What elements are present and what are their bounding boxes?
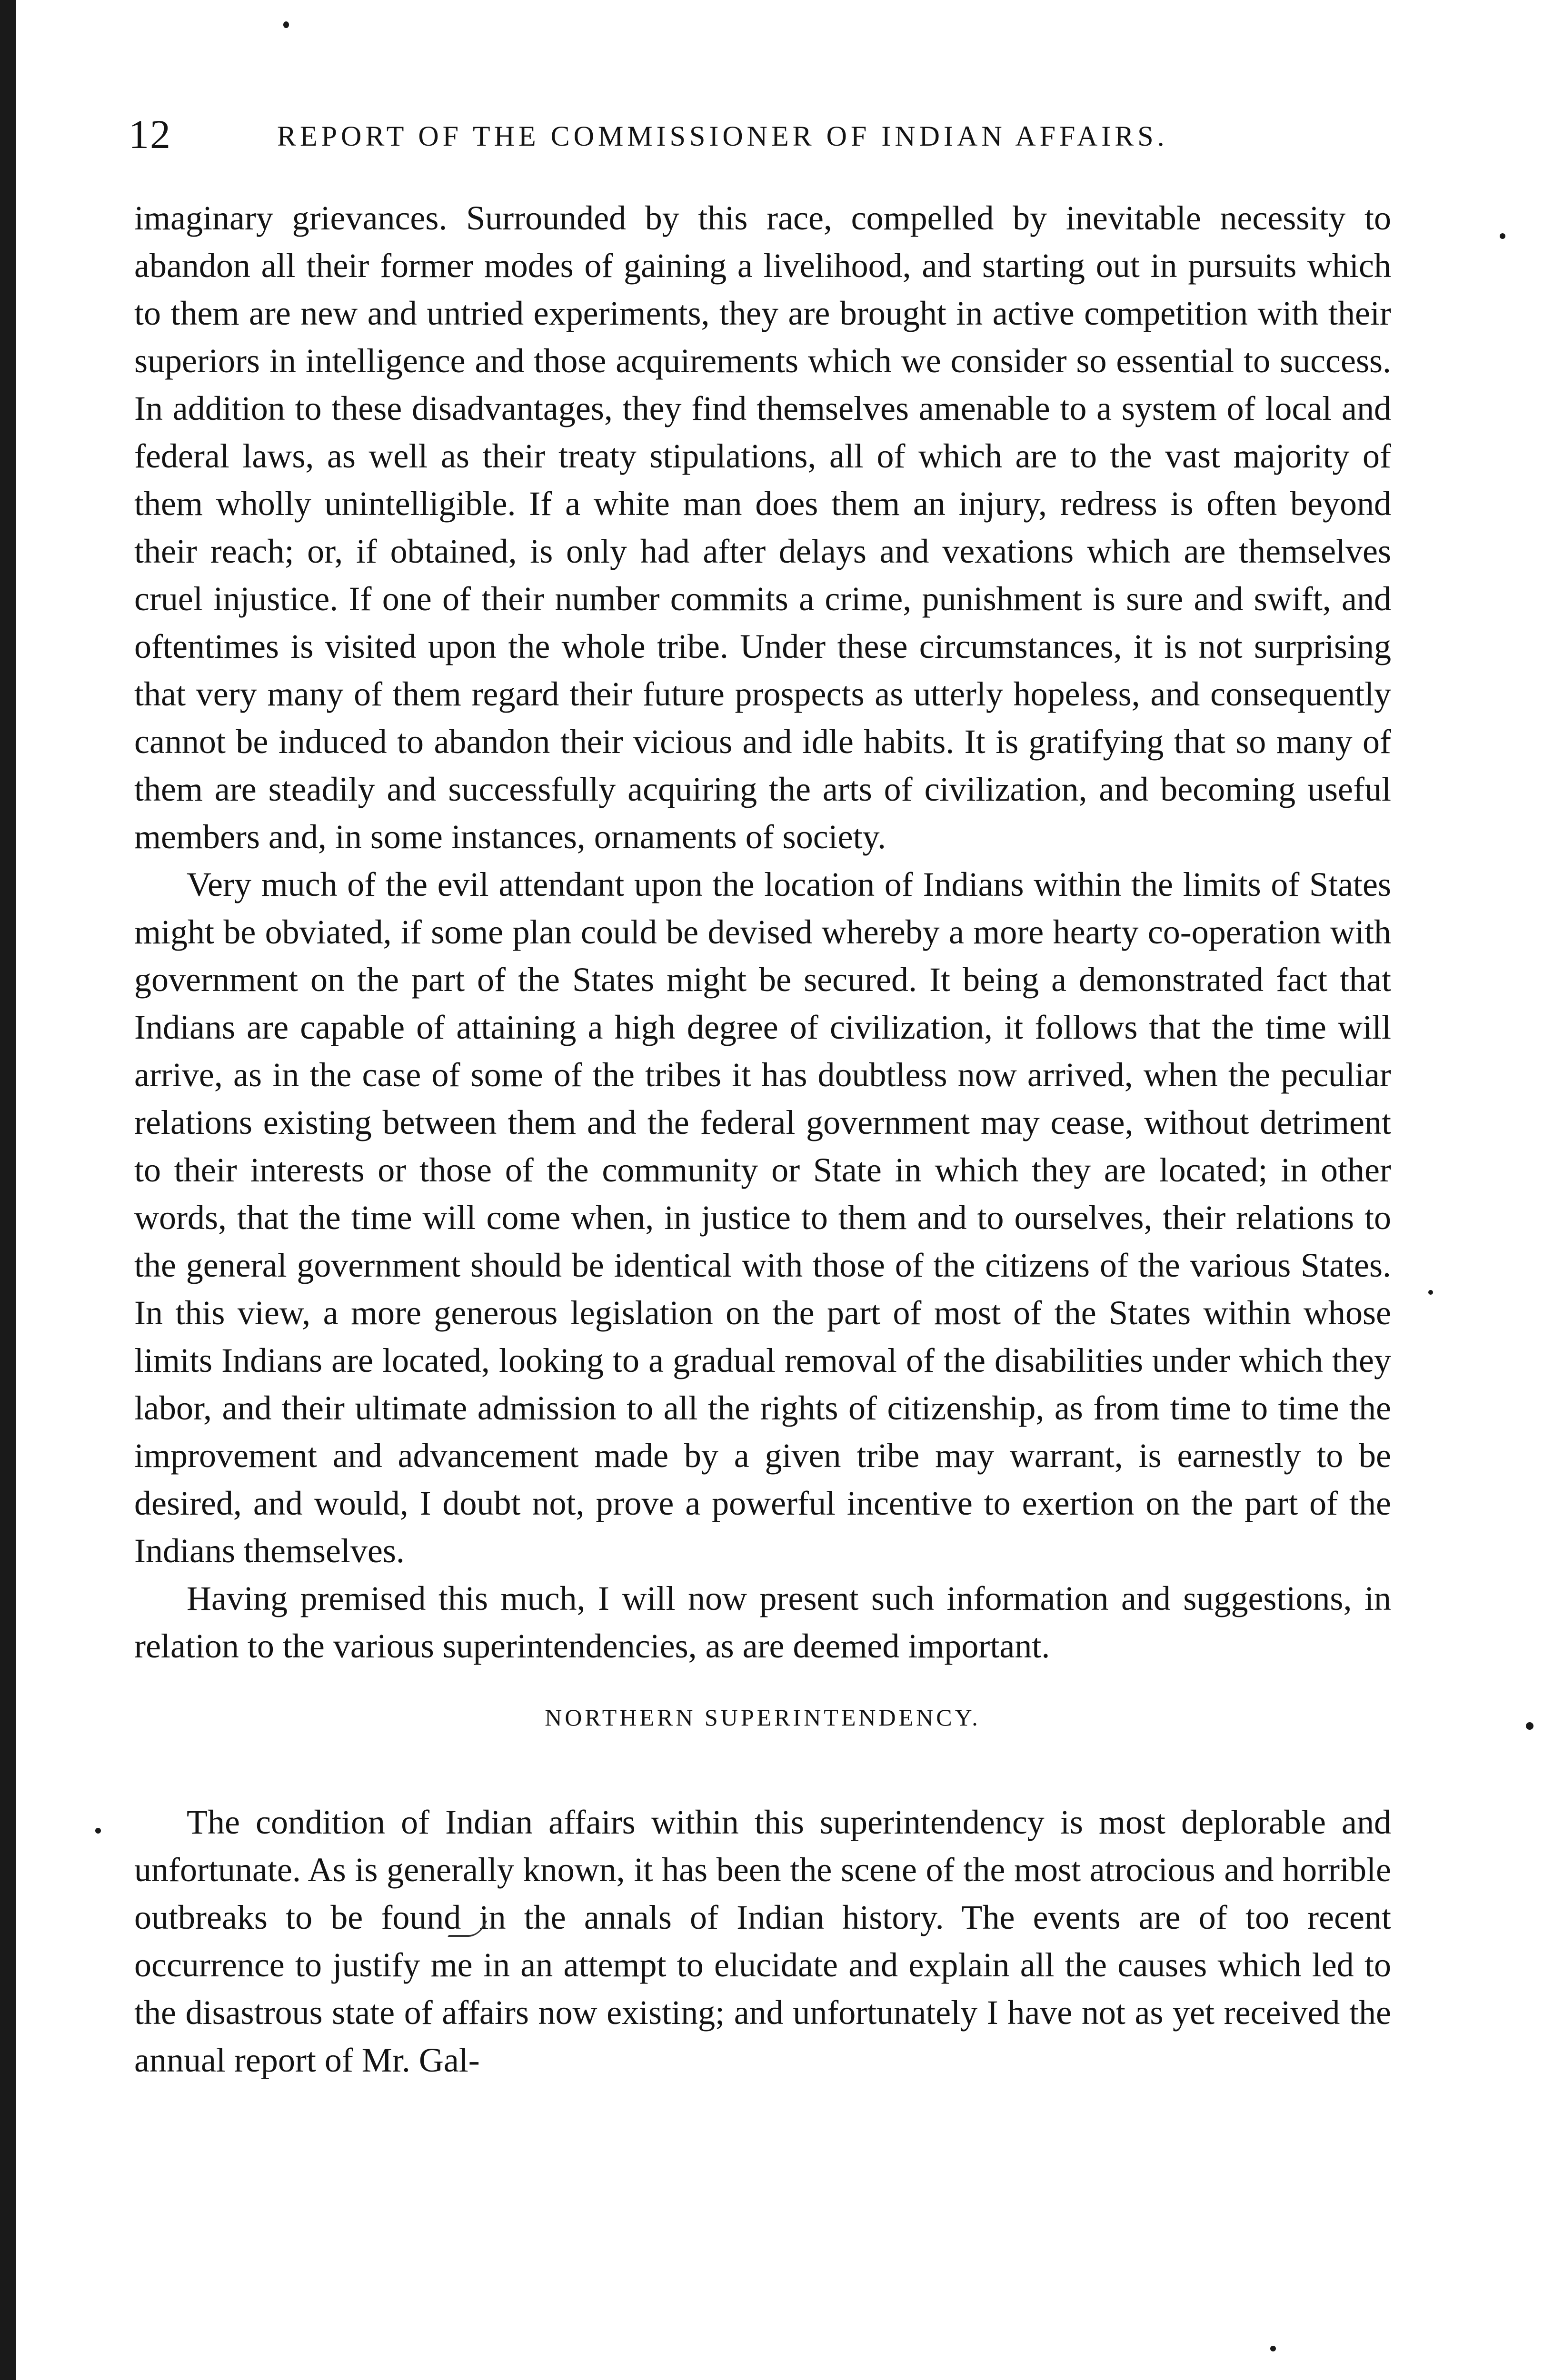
scan-speck [95, 1828, 101, 1834]
scan-speck [1428, 1290, 1433, 1295]
scan-speck [1270, 2346, 1276, 2351]
scan-speck [283, 21, 289, 28]
scan-speck [1500, 233, 1505, 239]
page-header [129, 110, 1424, 163]
body-text [134, 194, 1391, 2084]
section-heading: NORTHERN SUPERINTENDENCY. [545, 1704, 981, 1731]
paragraph: The condition of Indian affairs within this superintendency is most deplorable and unfortunate. As is generally known, it has been the scene of the most atrocious and horrible outbreaks to be found in the annals of Indian history. The events are of too recent occurrence to justify me in an attempt to elucidate and explain all the causes which led to the disastrous state of affairs now existing; and unfortunately I have not as yet received the annual report of Mr. Gal- [134, 1803, 1391, 2079]
paragraph: Having premised this much, I will now present such information and suggestions, in relation to the various superintendencies, as are deemed important. [134, 1579, 1391, 1665]
scan-speck [1526, 1722, 1533, 1730]
paragraph: Very much of the evil attendant upon the location of Indians within the limits of States might be obviated, if some plan could be devised whereby a more hearty co-operation with government on the part of the States might be secured. It being a demonstrated fact that Indians are capable of attaining a high degree of civilization, it follows that the time will arrive, as in the case of some of the tribes it has doubtless now arrived, when the peculiar relations existing between them and the federal government may cease, without detriment to their interests or those of the community or State in which they are located; in other words, that the time will come when, in justice to them and to ourselves, their relations to the general government should be identical with those of the citizens of the various States. In this view, a more generous legislation on the part of most of the States within whose limits Indians are located, looking to a gradual removal of the disabilities under which they labor, and their ultimate admission to all the rights of citizenship, as from time to time the improvement and advancement made by a given tribe may warrant, is earnestly to be desired, and would, I doubt not, prove a powerful incentive to exertion on the part of the Indians themselves. [134, 865, 1391, 1570]
page-number: 12 [129, 111, 171, 157]
paragraph: imaginary grievances. Surrounded by this race, compelled by inevitable necessity to abandon all their former modes of gaining a livelihood, and starting out in pursuits which to them are new and untried experiments, they are brought in active competition with their superiors in intelligence and those acquirements which we consider so essential to success. In addition to these disadvantages, they find themselves amenable to a system of local and federal laws, as well as their treaty stipulations, all of which are to the vast majority of them wholly unintelligible. If a white man does them an injury, redress is often beyond their reach; or, if obtained, is only had after delays and vexations which are themselves cruel injustice. If one of their number commits a crime, punishment is sure and swift, and oftentimes is visited upon the whole tribe. Under these circumstances, it is not surprising that very many of them regard their future prospects as utterly hopeless, and consequently cannot be induced to abandon their vicious and idle habits. It is gratifying that so many of them are steadily and successfully acquiring the arts of civilization, and becoming useful members and, in some instances, ornaments of society. [134, 199, 1391, 856]
running-head: REPORT OF THE COMMISSIONER OF INDIAN AFFAIRS. [277, 120, 1168, 152]
scan-left-border [0, 0, 16, 2380]
